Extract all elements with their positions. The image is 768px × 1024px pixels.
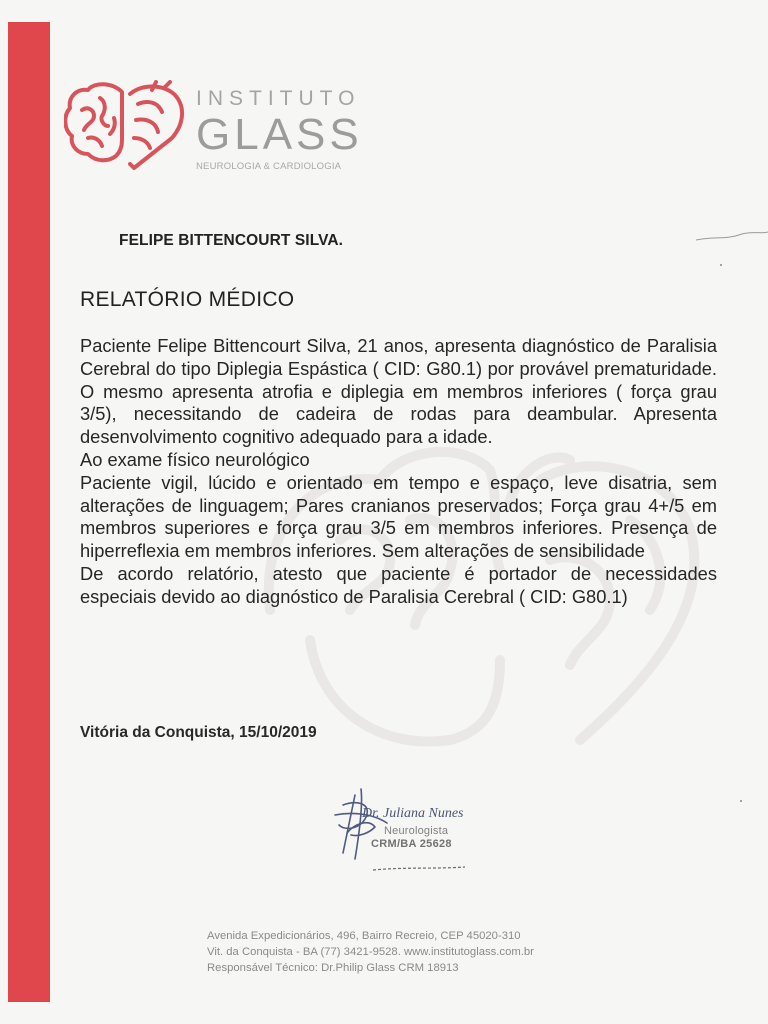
location-date: Vitória da Conquista, 15/10/2019	[80, 724, 317, 741]
paragraph-exam-findings: Paciente vigil, lúcido e orientado em tempo e espaço, leve disatria, sem alterações de linguagem; Pares cranianos preservados; Força grau 4+/5 em membros superiores e força grau 3/5 em membros inferiores. Presença de hiperreflexia em membros inferiores. Sem alterações de sensibilidade	[80, 471, 717, 562]
scan-speck	[740, 800, 742, 802]
paragraph-diagnosis: Paciente Felipe Bittencourt Silva, 21 anos, apresenta diagnóstico de Paralisia Cerebral do tipo Diplegia Espástica ( CID: G80.1) por provável prematuridade. O mesmo apresenta atrofia e diplegia em membros inferiores ( força grau 3/5), necessitando de cadeira de rodas para deambular. Apresenta desenvolvimento cognitivo adequado para a idade.	[80, 335, 717, 448]
paragraph-exam-heading: Ao exame físico neurológico	[80, 448, 310, 470]
signature-title: Neurologista	[384, 825, 449, 837]
footer-contact: Vit. da Conquista - BA (77) 3421-9528. www.institutoglass.com.br	[207, 946, 534, 958]
logo-tagline: NEUROLOGIA & CARDIOLOGIA	[196, 161, 342, 172]
signature-name: Dr. Juliana Nunes	[362, 806, 464, 821]
report-body	[80, 335, 717, 609]
footer-contact-block	[207, 928, 534, 976]
logo-line-instituto: INSTITUTO	[196, 87, 361, 110]
logo-wordmark	[196, 88, 436, 173]
scan-speck	[720, 264, 722, 266]
footer-address: Avenida Expedicionários, 496, Bairro Recreio, CEP 45020-310	[207, 930, 521, 942]
paragraph-attestation: De acordo relatório, atesto que paciente é portador de necessidades especiais devido ao diagnóstico de Paralisia Cerebral ( CID: G80.1)	[80, 562, 717, 607]
footer-responsible: Responsável Técnico: Dr.Philip Glass CRM 18913	[207, 962, 459, 974]
left-red-margin-bar	[8, 22, 50, 1002]
scan-stray-line	[696, 222, 768, 252]
patient-name: FELIPE BITTENCOURT SILVA.	[119, 232, 344, 249]
brain-heart-logo-icon	[64, 80, 188, 172]
logo-line-glass: GLASS	[196, 110, 363, 159]
report-title: RELATÓRIO MÉDICO	[80, 288, 295, 311]
signature-crm-stamp: CRM/BA 25628	[371, 838, 452, 850]
